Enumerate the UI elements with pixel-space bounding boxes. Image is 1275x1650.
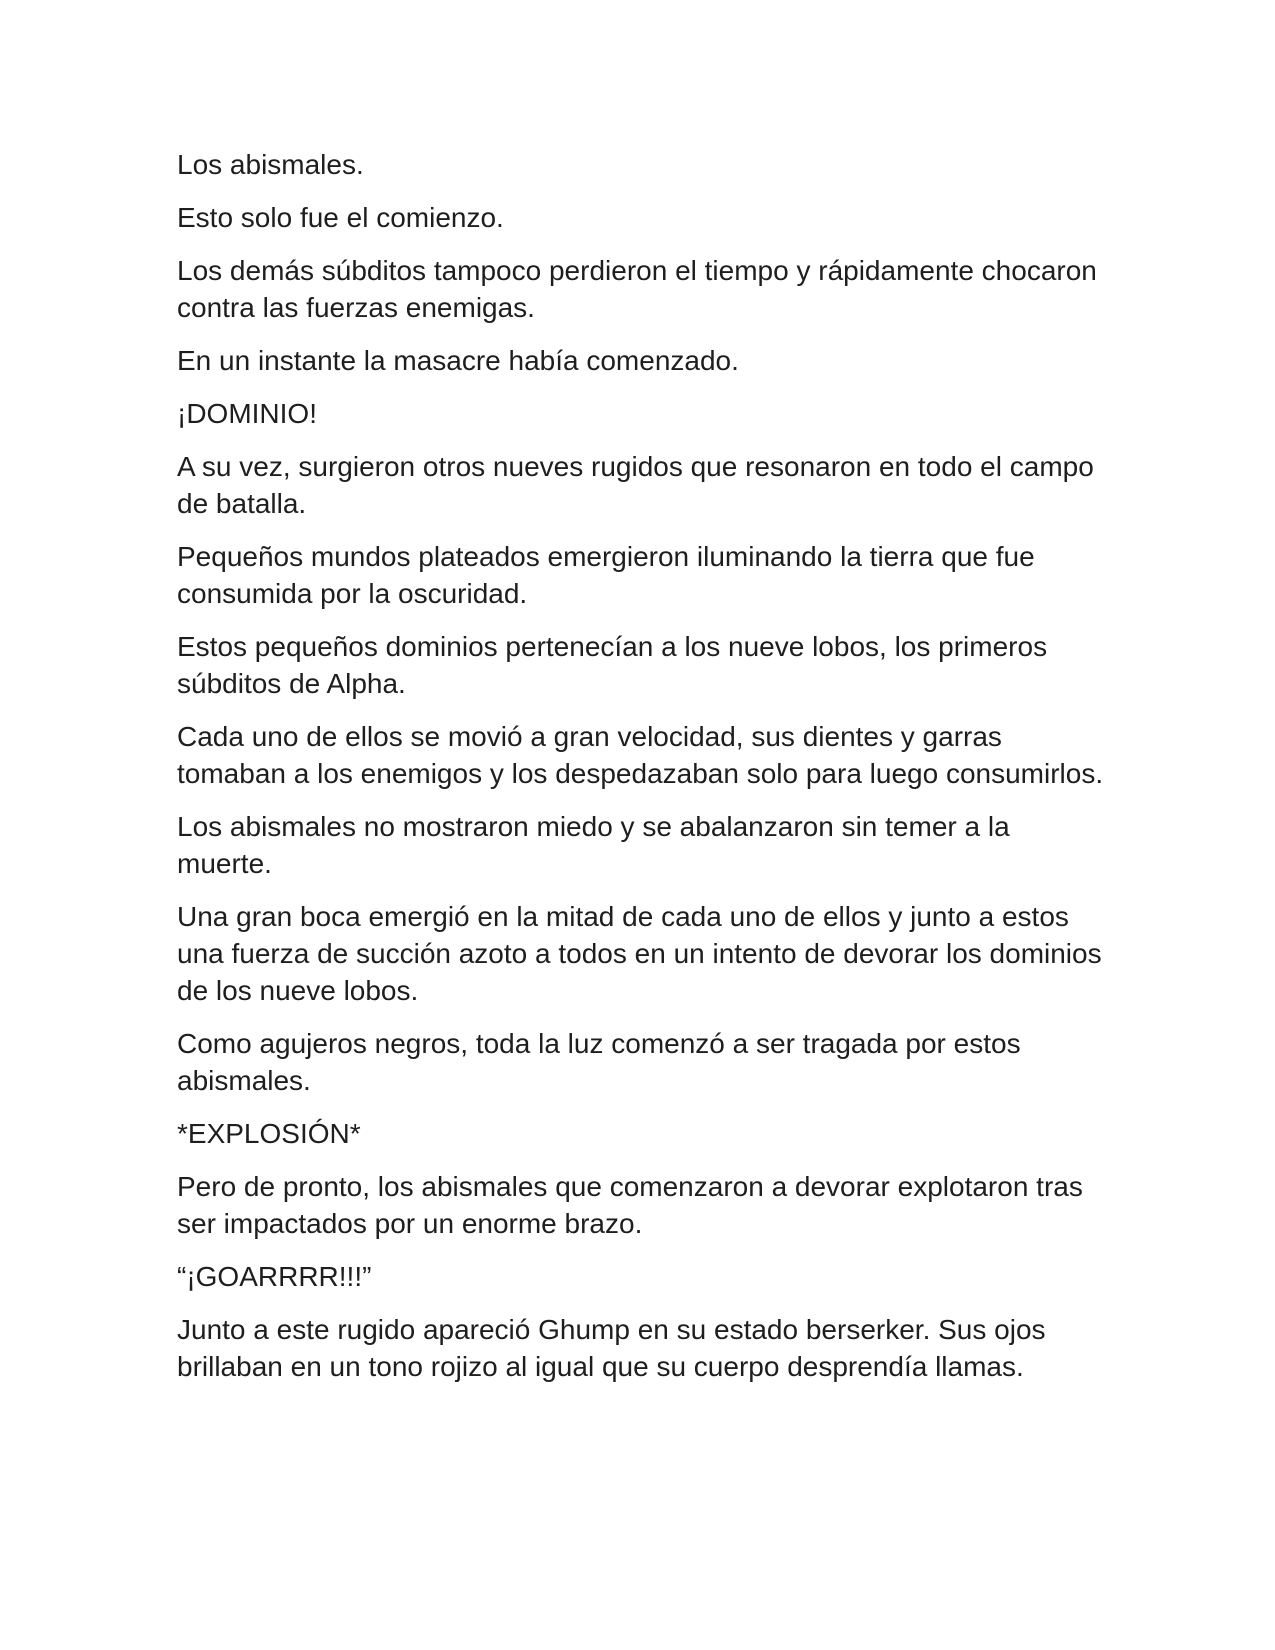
body-text	[177, 146, 1107, 1401]
paragraph: Junto a este rugido apareció Ghump en su estado berserker. Sus ojos brillaban en un tono rojizo al igual que su cuerpo desprendía llamas.	[177, 1314, 1046, 1382]
paragraph: ¡DOMINIO!	[177, 398, 317, 429]
paragraph: Esto solo fue el comienzo.	[177, 202, 504, 233]
paragraph: En un instante la masacre había comenzado.	[177, 345, 739, 376]
paragraph: Una gran boca emergió en la mitad de cada uno de ellos y junto a estos una fuerza de succión azoto a todos en un intento de devorar los dominios de los nueve lobos.	[177, 901, 1102, 1006]
paragraph: “¡GOARRRR!!!”	[177, 1261, 372, 1292]
paragraph: Los abismales no mostraron miedo y se abalanzaron sin temer a la muerte.	[177, 811, 1010, 879]
paragraph: Como agujeros negros, toda la luz comenzó a ser tragada por estos abismales.	[177, 1028, 1021, 1096]
paragraph: Estos pequeños dominios pertenecían a los nueve lobos, los primeros súbditos de Alpha.	[177, 631, 1048, 699]
paragraph: Los abismales.	[177, 149, 364, 180]
paragraph: *EXPLOSIÓN*	[177, 1118, 361, 1149]
paragraph: Los demás súbditos tampoco perdieron el tiempo y rápidamente chocaron contra las fuerzas enemigas.	[177, 255, 1097, 323]
paragraph: Cada uno de ellos se movió a gran velocidad, sus dientes y garras tomaban a los enemigos y los despedazaban solo para luego consumirlos.	[177, 721, 1104, 789]
paragraph: A su vez, surgieron otros nueves rugidos que resonaron en todo el campo de batalla.	[177, 451, 1094, 519]
paragraph: Pequeños mundos plateados emergieron iluminando la tierra que fue consumida por la oscuridad.	[177, 541, 1035, 609]
paragraph: Pero de pronto, los abismales que comenzaron a devorar explotaron tras ser impactados por un enorme brazo.	[177, 1171, 1083, 1239]
